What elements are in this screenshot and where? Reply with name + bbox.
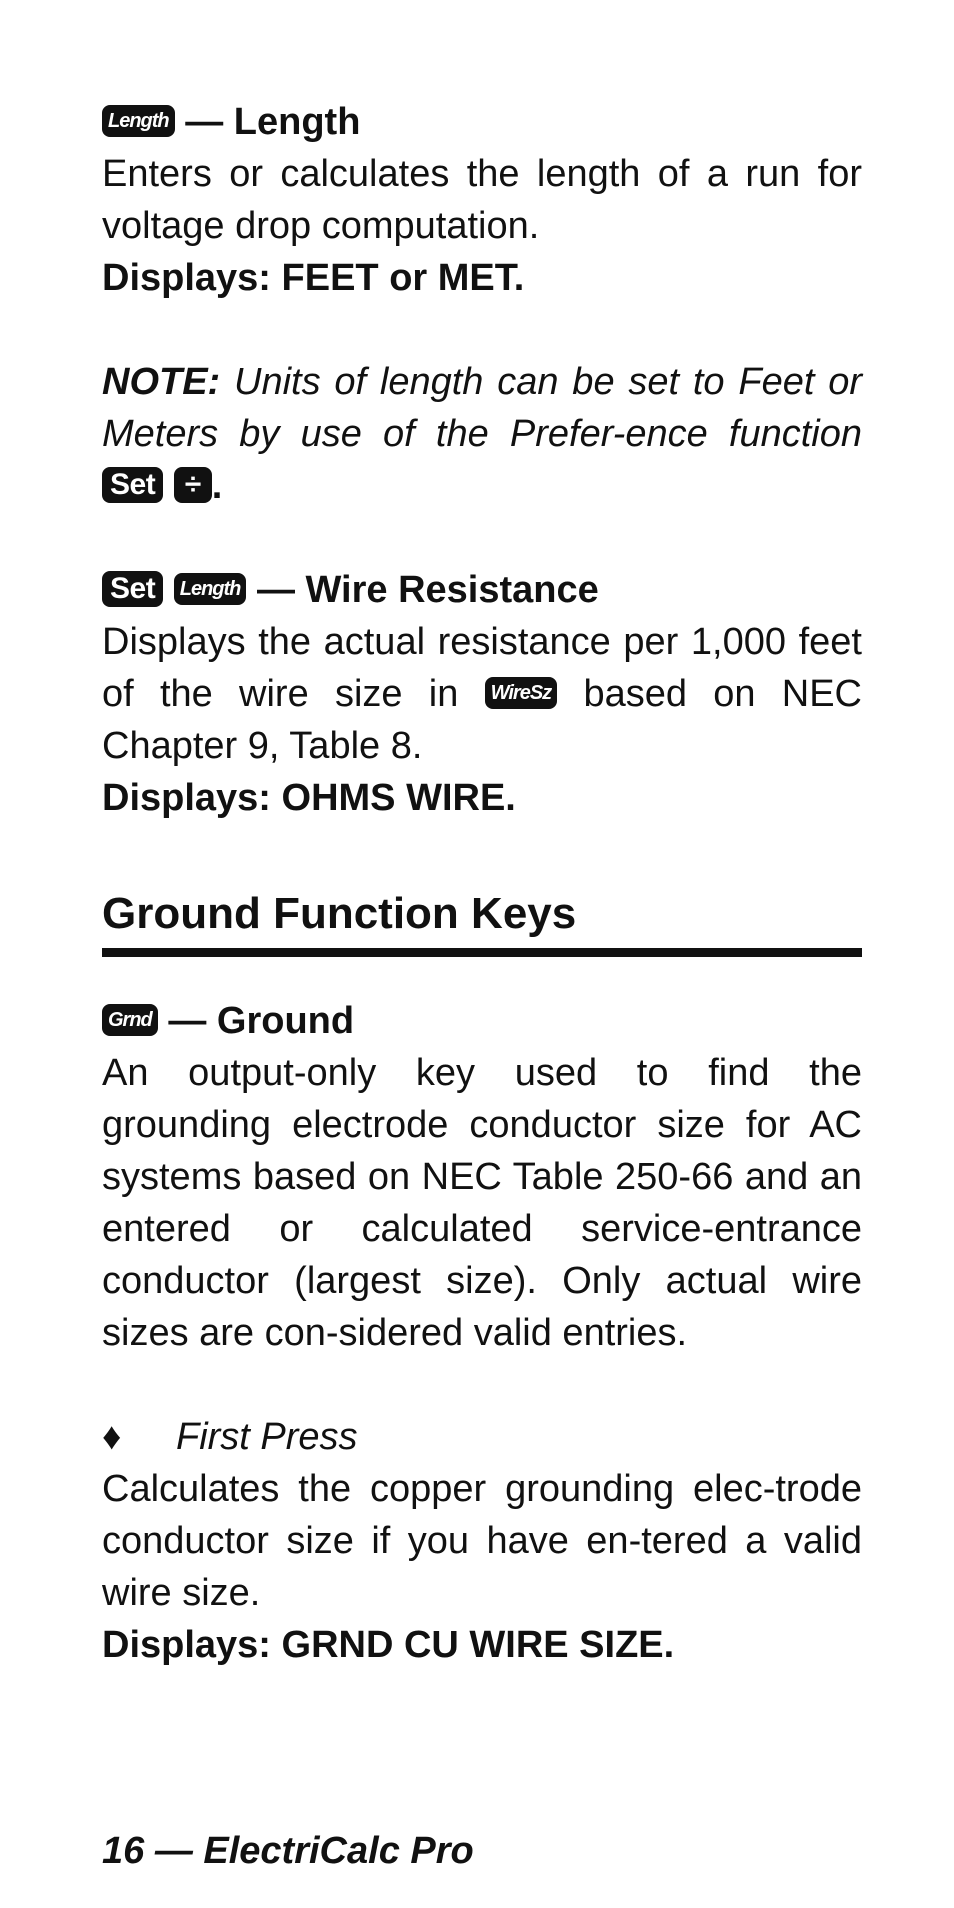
note-paragraph — [102, 356, 862, 512]
length-key-icon: Length — [174, 573, 247, 605]
wire-resistance-heading — [102, 564, 862, 616]
page-footer: 16 — ElectriCalc Pro — [102, 1830, 474, 1872]
wiresz-key-icon: WireSz — [485, 677, 558, 709]
ground-description: An output-only key used to find the grounding electrode conductor size for AC systems based on NEC Table 250-66 and an entered or calculated service-entrance conductor (largest size). Only actual wire sizes are con-sidered valid entries. — [102, 1052, 862, 1354]
note-end: . — [211, 465, 223, 507]
length-displays: Displays: FEET or MET. — [102, 257, 525, 299]
wire-resistance-description — [102, 616, 862, 772]
wire-resistance-title: — Wire Resistance — [256, 569, 599, 611]
wire-resistance-displays: Displays: OHMS WIRE. — [102, 777, 516, 819]
set-key-icon: Set — [102, 571, 163, 607]
length-heading — [102, 96, 862, 148]
ground-title: — Ground — [168, 1000, 355, 1042]
note-label: NOTE: — [102, 361, 221, 403]
set-key-icon: Set — [102, 467, 163, 503]
ground-heading — [102, 995, 862, 1047]
length-title: — Length — [185, 101, 361, 143]
length-key-icon: Length — [102, 105, 175, 137]
wire-resistance-desc-a: Displays the actual resistance per 1,000 feet of the wire size in — [102, 621, 862, 715]
first-press-description: Calculates the copper grounding elec-trode conductor size if you have en-tered a valid wire size. — [102, 1468, 862, 1614]
page-content — [102, 96, 862, 1671]
divide-key-icon: ÷ — [174, 467, 212, 503]
first-press-displays: Displays: GRND CU WIRE SIZE. — [102, 1624, 675, 1666]
diamond-bullet-icon: ♦ — [102, 1416, 122, 1458]
length-description: Enters or calculates the length of a run for voltage drop computation. — [102, 153, 862, 247]
grnd-key-icon: Grnd — [102, 1004, 158, 1036]
note-text: Units of length can be set to Feet or Meters by use of the Prefer-ence function — [102, 361, 862, 455]
section-title: Ground Function Keys — [102, 886, 862, 957]
first-press-label-line — [102, 1411, 862, 1463]
first-press-label: First Press — [176, 1416, 358, 1458]
wire-resistance-desc-b: based on NEC Chapter 9, Table 8. — [102, 673, 862, 767]
